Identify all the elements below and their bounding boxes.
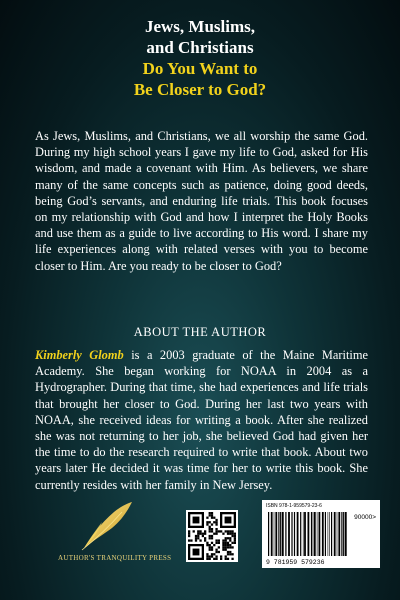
- author-name: Kimberly Glomb: [35, 348, 124, 362]
- title-line-2: and Christians: [146, 38, 254, 57]
- author-bio: [35, 347, 368, 493]
- feather-icon: [78, 498, 134, 552]
- about-author-heading: ABOUT THE AUTHOR: [133, 325, 267, 339]
- title-line-3: Do You Want to: [142, 59, 258, 78]
- barcode-bars: [268, 512, 348, 556]
- barcode-digits: 9 781959 579236: [266, 559, 325, 566]
- author-bio-text: is a 2003 graduate of the Maine Maritime Academy. She began working for NOAA in 2004 as a Hydrographer. During that time, she had experiences and life trials that brought her closer to God. During her last two years with NOAA, she received ideas for writing a book. After she realized she was not returning to her job, she believed God had given her the time to do the research required to write that book. About two years later He decided it was time for her to write this book. She currently resides with her family in New Jersey.: [35, 348, 369, 492]
- publisher-logo: [58, 498, 172, 568]
- qr-code: [186, 510, 238, 562]
- back-cover-blurb: As Jews, Muslims, and Christians, we all worship the same God. During my high school years I gave my life to God, asked for His wisdom, and made a covenant with Him. As believers, we share many of the same concepts such as patience, doing good deeds, being God’s servants, and enduring life trials. This book focuses on my relationship with God and how I interpret the Holy Books and use them as a guide to live according to His word. I share my life experiences along with related verses with you to become closer to Him. Are you ready to be closer to God?: [35, 129, 368, 273]
- title-line-1: Jews, Muslims,: [144, 17, 256, 36]
- title-line-4: Be Closer to God?: [133, 80, 267, 99]
- isbn-barcode: [262, 500, 380, 568]
- isbn-label: ISBN 978-1-959579-23-6: [266, 503, 322, 509]
- price-code: 90000>: [354, 514, 376, 521]
- publisher-name: AUTHOR'S TRANQUILITY PRESS: [58, 554, 172, 562]
- title-block: [0, 16, 400, 100]
